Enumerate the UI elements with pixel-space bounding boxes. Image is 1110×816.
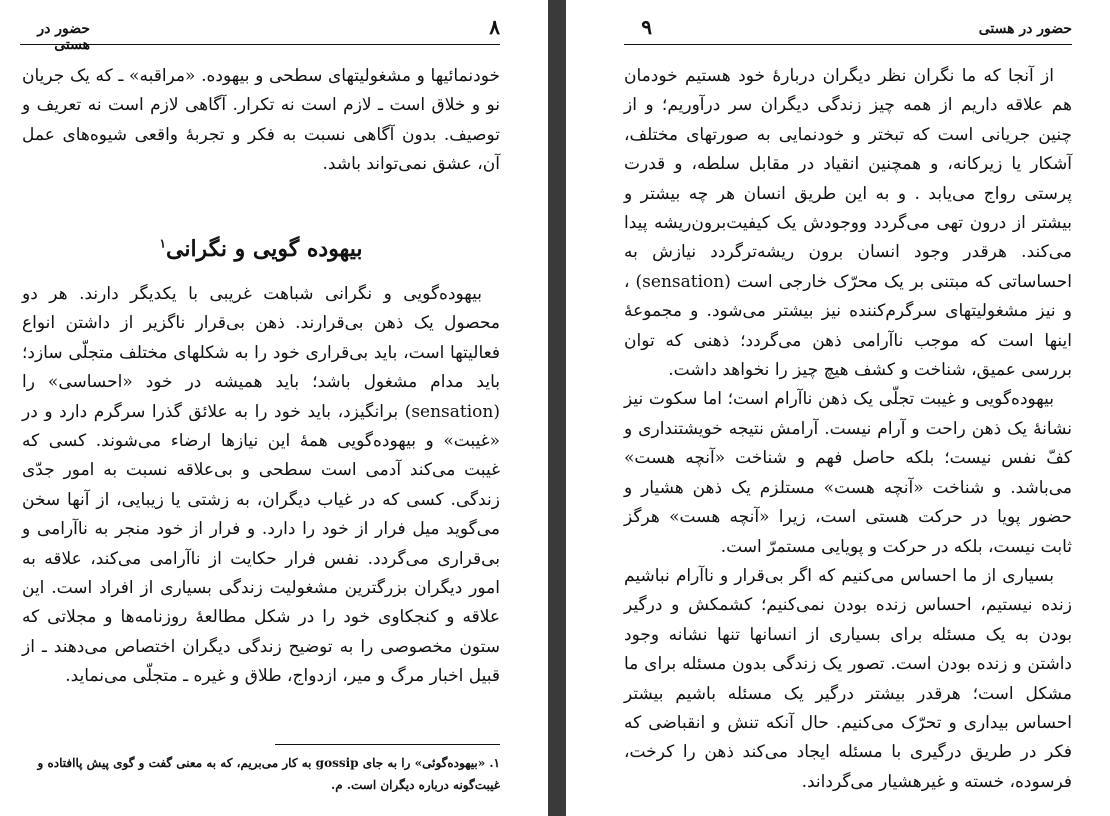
- paragraph: بیهوده‌گویی و غیبت تجلّی یک ذهن ناآرام است؛ اما سکوت نیز نشانهٔ یک ذهن راحت و آرام نیست. آرامش نتیجه خویشتنداری و کفّ نفس نیست؛ بلکه حاصل فهم و شناخت «آنچه هست» می‌باشد. و شناخت «آنچه هست» مستلزم یک ذهن هشیار و حضور پویا در حرکت هستی است، زیرا «آنچه هست» هرگز ثابت نیست، بلکه در حرکت و پویایی مستمرّ است.: [624, 389, 1072, 557]
- paragraph: بسیاری از ما احساس می‌کنیم که اگر بی‌قرار و ناآرام نباشیم زنده نیستیم، احساس زنده بودن نمی‌کنیم؛ کشمکش و درگیر بودن به یک مسئله برای بسیاری از انسانها تنها نشانه وجود داشتن و زنده بودن است. تصور یک زندگی بدون مسئله برای ما مشکل است؛ هرقدر بیشتر درگیر یک مسئله باشیم بیشتر احساس بیداری و تحرّک می‌کنیم. حال آنکه تنش و انقباضی که فکر در طریق درگیری با مسئله ایجاد می‌کند ذهن را کرخت، فرسوده، خسته و غیرهشیار می‌گرداند.: [624, 565, 1072, 792]
- page-text: [624, 62, 1072, 797]
- book-spine: [548, 0, 566, 816]
- running-title: حضور در هستی: [978, 21, 1072, 37]
- paragraph: از آنجا که ما نگران نظر دیگران دربارهٔ خود هستیم خودمان هم علاقه داریم از همه چیز زندگی دیگران سر درآوریم؛ و از چنین جریانی است که تبختر و خودنمایی به صورتهای مختلف، آشکار یا زیرکانه، و همچنین انقیاد در مقابل سلطه، و قدرت پرستی رواج می‌یابد . و به این طریق انسان هر چه بیشتر و بیشتر از درون تهی می‌گردد ووجودش یک کیفیت‌برون‌ریشه پیدا می‌کند. هرقدر وجود انسان برون ریشه‌ترگردد نیازش به احساساتی که مبتنی بر یک محرّک خارجی است (sensation) ، و نیز مشغولیتهای سرگرم‌کننده نیز بیشتر می‌شود. و مجموعهٔ اینها است که موجب ناآرامی ذهن می‌گردد؛ ذهنی که توان بررسی عمیق، شناخت و کشف هیچ چیز را نخواهد داشت.: [624, 66, 1072, 381]
- footnote: ۱. «بیهوده‌گوئی» را به جای gossip به کار می‌بریم، که به معنی گفت و گوی پیش پاافتاده و غیبت‌گونه درباره دیگران است. م.: [37, 756, 500, 792]
- page-number: ۹: [641, 15, 652, 39]
- page-number: ۸: [489, 15, 500, 39]
- paragraph: خودنمائیها و مشغولیتهای سطحی و بیهوده. «مراقبه» ـ که یک جریان نو و خلاق است ـ لازم است نه تکرار. آگاهی لازم است نه تعریف و توصیف. بدون آگاهی نسبت به فکر و تجربهٔ واقعی شیوه‌های عمل آن، عشق نمی‌تواند باشد.: [22, 66, 500, 175]
- running-title: حضور در هستی: [37, 21, 90, 53]
- right-page: [566, 0, 1110, 816]
- intro-text: [22, 62, 500, 180]
- left-page: [0, 0, 548, 816]
- footnote-rule: [275, 744, 500, 745]
- paragraph: بیهوده‌گویی و نگرانی شباهت غریبی با یکدیگر دارند. هر دو محصول یک ذهن بی‌قرارند. ذهن بی‌قرار ناگزیر از داشتن انواع فعالیتها است، باید بی‌قراری خود را به شکلهای مختلف متجلّی سازد؛ باید مدام مشغول باشد؛ باید همیشه در خود «احساسی» را (sensation) برانگیزد، باید خود را به علائق گذرا سرگرم دارد و در «غیبت» و بیهوده‌گویی همهٔ این نیازها ارضاء می‌شوند. کسی که غیبت می‌کند آدمی است سطحی و بی‌علاقه نسبت به امور جدّی زندگی. کسی که در غیاب دیگران، به زشتی یا زیبایی، از آنها سخن می‌گوید میل فرار از خود را دارد. و فرار از خود منجر به ناآرامی و بی‌قراری می‌گردد. نفس فرار حکایت از ناآرامی می‌کند، علاقه به امور دیگران بزرگترین مشغولیت زندگی بسیاری از افراد است. این علاقه و کنجکاوی خود را در شکل مطالعهٔ روزنامه‌ها و مجلاتی که ستون مخصوصی را به توضیح زندگی دیگران اختصاص می‌دهند ـ از قبیل اخبار مرگ و میر، ازدواج، طلاق و غیره ـ متجلّی می‌نماید.: [22, 284, 500, 687]
- section-heading: [22, 236, 500, 262]
- running-head: [624, 14, 1072, 45]
- section-text: [22, 280, 500, 692]
- section-heading-text: بیهوده گویی و نگرانی: [165, 236, 363, 262]
- running-head: [20, 14, 500, 53]
- footnote-mark: ۱: [159, 236, 166, 251]
